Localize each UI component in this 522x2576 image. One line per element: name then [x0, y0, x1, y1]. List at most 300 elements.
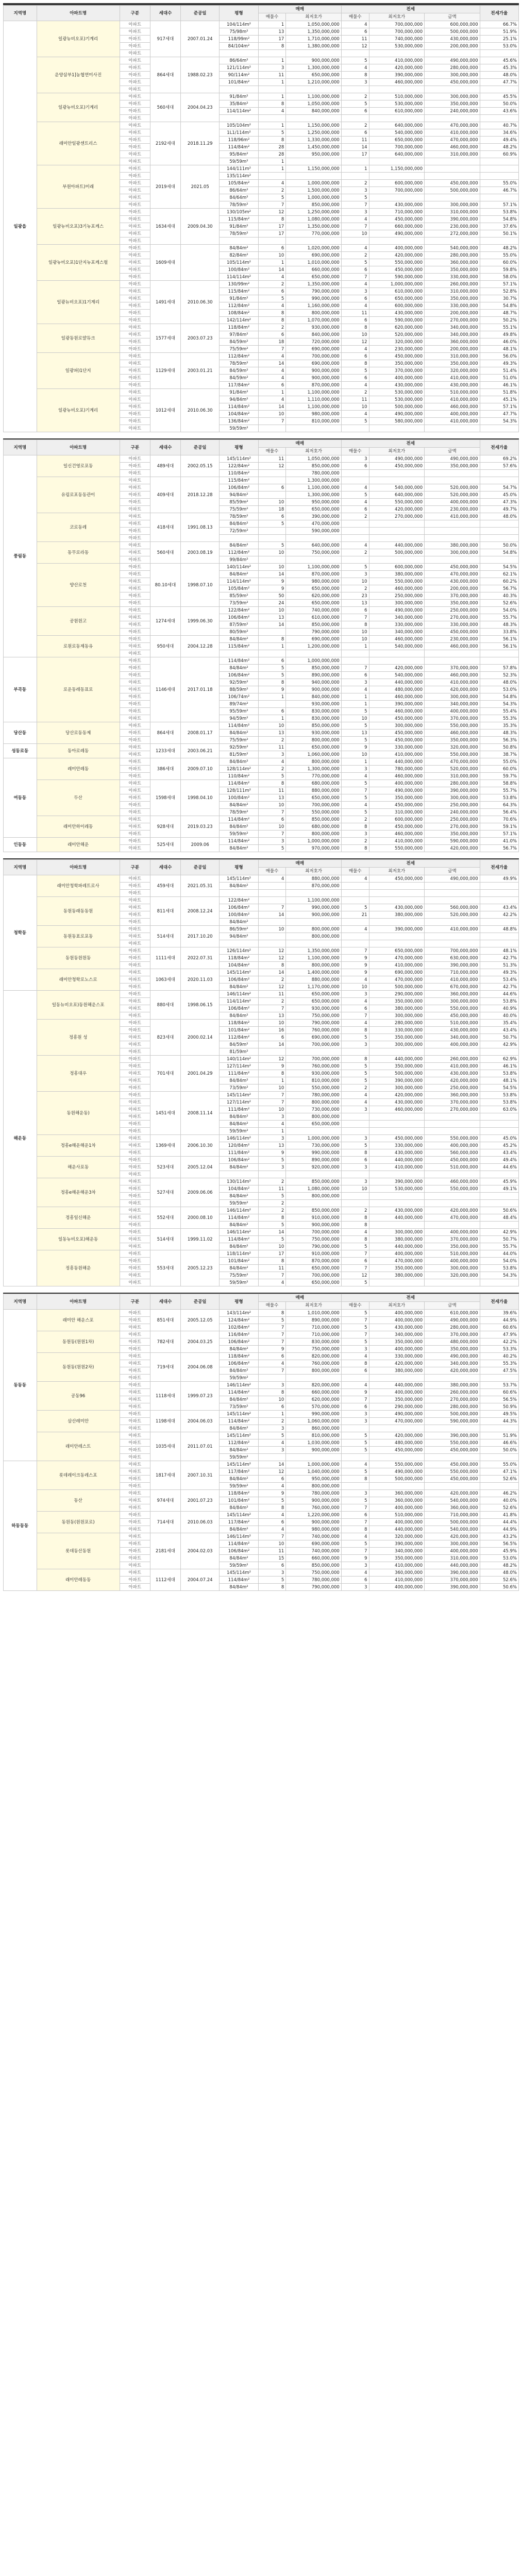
sale-count: 14	[258, 621, 286, 629]
gap-amount	[425, 556, 480, 564]
size: 75/59m²	[220, 506, 258, 513]
jeonse-lowest-price: 330,000,000	[369, 1353, 425, 1360]
completion-date: 2010.06.03	[181, 1512, 220, 1533]
sale-lowest-price: 800,000,000	[286, 831, 342, 838]
jeonse-ratio: 49.9%	[480, 875, 518, 883]
apartment-name: 동무로라동	[37, 542, 120, 564]
sale-lowest-price: 900,000,000	[286, 1447, 342, 1454]
completion-date: 2017.10.20	[181, 926, 220, 947]
jeonse-count: 6	[341, 607, 369, 614]
jeonse-count: 7	[341, 1548, 369, 1555]
sale-lowest-price: 810,000,000	[286, 1077, 342, 1084]
sale-lowest-price: 620,000,000	[286, 592, 342, 600]
sale-count: 17	[258, 223, 286, 230]
jeonse-ratio: 57.8%	[480, 665, 518, 672]
sale-count: 5	[258, 845, 286, 852]
sale-lowest-price: 690,000,000	[286, 636, 342, 643]
jeonse-lowest-price	[369, 425, 425, 432]
jeonse-ratio: 60.0%	[480, 259, 518, 266]
row-type: 아파트	[120, 252, 150, 259]
sale-lowest-price: 660,000,000	[286, 1555, 342, 1562]
unit-count: 1146세대	[150, 657, 180, 722]
jeonse-ratio: 44.9%	[480, 1526, 518, 1533]
header-region: 지역명	[4, 440, 37, 455]
sale-lowest-price: 890,000,000	[286, 1157, 342, 1164]
gap-amount: 490,000,000	[425, 1353, 480, 1360]
jeonse-ratio: 46.7%	[480, 187, 518, 194]
completion-date: 2000.08.10	[181, 1207, 220, 1229]
size: 75/98m²	[220, 28, 258, 36]
table-row	[4, 245, 519, 252]
jeonse-count	[341, 173, 369, 180]
sale-count: 5	[258, 773, 286, 780]
jeonse-count: 5	[341, 259, 369, 266]
sale-count: 8	[258, 310, 286, 317]
sale-lowest-price	[286, 1128, 342, 1135]
jeonse-count: 3	[341, 1584, 369, 1591]
jeonse-lowest-price: 1,150,000,000	[369, 165, 425, 173]
gap-amount: 430,000,000	[425, 578, 480, 585]
size: 84/84m²	[220, 883, 258, 890]
sale-count: 4	[258, 274, 286, 281]
gap-amount	[425, 1171, 480, 1178]
row-type: 아파트	[120, 1222, 150, 1229]
jeonse-ratio	[480, 940, 518, 947]
sale-lowest-price: 810,000,000	[286, 418, 342, 425]
gap-amount: 550,000,000	[425, 722, 480, 730]
row-type: 아파트	[120, 665, 150, 672]
gap-amount	[425, 933, 480, 940]
row-type: 아파트	[120, 845, 150, 852]
sale-count: 4	[258, 1360, 286, 1367]
jeonse-ratio: 52.6%	[480, 1476, 518, 1483]
row-type: 아파트	[120, 1056, 150, 1063]
jeonse-ratio	[480, 1483, 518, 1490]
unit-count: 782세대	[150, 1331, 180, 1353]
jeonse-ratio: 57.6%	[480, 463, 518, 470]
row-type: 아파트	[120, 403, 150, 411]
size: 145/114m²	[220, 1432, 258, 1439]
sale-count: 10	[258, 564, 286, 571]
size: 114/114m²	[220, 108, 258, 115]
apartment-name: 공동96	[37, 1382, 120, 1411]
gap-amount: 260,000,000	[425, 1389, 480, 1396]
unit-count: 80.10세대	[150, 564, 180, 607]
size: 85/59m²	[220, 499, 258, 506]
jeonse-count	[341, 933, 369, 940]
sale-count: 4	[258, 1121, 286, 1128]
row-type: 아파트	[120, 1331, 150, 1338]
jeonse-lowest-price: 390,000,000	[369, 1540, 425, 1548]
region-name: 부곡동	[4, 657, 37, 722]
jeonse-ratio: 53.8%	[480, 998, 518, 1005]
sale-count: 14	[258, 1041, 286, 1048]
jeonse-ratio	[480, 158, 518, 165]
table-row	[4, 947, 519, 955]
jeonse-count: 5	[341, 492, 369, 499]
header-type: 구분	[120, 440, 150, 455]
completion-date: 2001.04.29	[181, 1056, 220, 1092]
gap-amount: 490,000,000	[425, 455, 480, 463]
jeonse-ratio	[480, 919, 518, 926]
gap-amount: 410,000,000	[425, 513, 480, 520]
jeonse-lowest-price: 430,000,000	[369, 1207, 425, 1214]
size: 84/84m²	[220, 984, 258, 991]
gap-amount: 310,000,000	[425, 353, 480, 360]
jeonse-ratio: 41.0%	[480, 838, 518, 845]
sale-count: 9	[258, 1490, 286, 1497]
size: 146/114m²	[220, 1533, 258, 1540]
row-type: 아파트	[120, 1128, 150, 1135]
jeonse-ratio: 53.8%	[480, 1265, 518, 1272]
sale-lowest-price: 820,000,000	[286, 1382, 342, 1389]
jeonse-count: 4	[341, 64, 369, 72]
size: 114/84m²	[220, 403, 258, 411]
gap-amount: 300,000,000	[425, 693, 480, 701]
size: 145/114m²	[220, 1461, 258, 1468]
jeonse-ratio: 54.3%	[480, 1272, 518, 1279]
size: 105/84m²	[220, 180, 258, 187]
sale-count: 8	[258, 679, 286, 686]
gap-amount: 230,000,000	[425, 636, 480, 643]
sale-lowest-price: 900,000,000	[286, 57, 342, 64]
sale-lowest-price: 900,000,000	[286, 1222, 342, 1229]
size: 84/59m²	[220, 1041, 258, 1048]
sale-lowest-price: 1,250,000,000	[286, 209, 342, 216]
gap-amount: 480,000,000	[425, 1338, 480, 1346]
sale-count: 2	[258, 976, 286, 984]
jeonse-count: 5	[341, 1468, 369, 1476]
jeonse-ratio: 62.9%	[480, 1056, 518, 1063]
jeonse-lowest-price: 590,000,000	[369, 274, 425, 281]
sale-lowest-price: 1,010,000,000	[286, 1310, 342, 1317]
sale-lowest-price: 650,000,000	[286, 72, 342, 79]
row-type: 아파트	[120, 969, 150, 976]
completion-date: 1999.06.30	[181, 607, 220, 636]
sale-count: 1	[258, 389, 286, 396]
jeonse-lowest-price: 540,000,000	[369, 672, 425, 679]
row-type: 아파트	[120, 259, 150, 266]
sale-lowest-price: 870,000,000	[286, 571, 342, 578]
sale-count: 4	[258, 1483, 286, 1490]
table-row	[4, 57, 519, 64]
jeonse-ratio: 54.5%	[480, 1084, 518, 1092]
sale-count: 6	[258, 484, 286, 492]
jeonse-ratio: 39.6%	[480, 1310, 518, 1317]
sale-count	[258, 1171, 286, 1178]
jeonse-lowest-price: 250,000,000	[369, 592, 425, 600]
jeonse-lowest-price: 400,000,000	[369, 1250, 425, 1258]
sale-lowest-price: 950,000,000	[286, 499, 342, 506]
sale-lowest-price: 1,050,000,000	[286, 100, 342, 108]
jeonse-ratio: 53.0%	[480, 1555, 518, 1562]
size: 84/84m²	[220, 1121, 258, 1128]
sale-count: 5	[258, 672, 286, 679]
sale-count: 2	[258, 766, 286, 773]
jeonse-ratio: 70.6%	[480, 816, 518, 823]
jeonse-lowest-price: 450,000,000	[369, 715, 425, 722]
jeonse-ratio: 58.0%	[480, 274, 518, 281]
jeonse-lowest-price: 550,000,000	[369, 845, 425, 852]
jeonse-lowest-price	[369, 933, 425, 940]
gap-amount: 350,000,000	[425, 266, 480, 274]
sale-count: 4	[258, 375, 286, 382]
sale-lowest-price: 1,450,000,000	[286, 144, 342, 151]
size: 142/114m²	[220, 317, 258, 324]
row-type: 아파트	[120, 238, 150, 245]
jeonse-ratio: 42.2%	[480, 1338, 518, 1346]
jeonse-count: 7	[341, 1396, 369, 1403]
sale-lowest-price: 800,000,000	[286, 1193, 342, 1200]
sale-count: 17	[258, 230, 286, 238]
sale-count: 6	[258, 1353, 286, 1360]
jeonse-ratio: 54.8%	[480, 216, 518, 223]
row-type: 아파트	[120, 1310, 150, 1317]
row-type: 아파트	[120, 1367, 150, 1375]
row-type: 아파트	[120, 1324, 150, 1331]
sale-count: 2	[258, 187, 286, 194]
row-type: 아파트	[120, 919, 150, 926]
row-type: 아파트	[120, 1229, 150, 1236]
sale-lowest-price	[286, 86, 342, 93]
sale-lowest-price: 950,000,000	[286, 1476, 342, 1483]
jeonse-count: 8	[341, 1526, 369, 1533]
sale-count: 7	[258, 831, 286, 838]
gap-amount: 370,000,000	[425, 1099, 480, 1106]
jeonse-ratio	[480, 1171, 518, 1178]
header-type: 구분	[120, 6, 150, 21]
row-type: 아파트	[120, 492, 150, 499]
jeonse-count: 3	[341, 1106, 369, 1113]
sale-count: 5	[258, 1236, 286, 1243]
sale-count: 5	[258, 1222, 286, 1229]
row-type: 아파트	[120, 794, 150, 802]
jeonse-count: 2	[341, 838, 369, 845]
unit-count: 1063세대	[150, 969, 180, 991]
sale-count: 5	[258, 520, 286, 528]
jeonse-lowest-price: 400,000,000	[369, 780, 425, 787]
sale-count: 17	[258, 1250, 286, 1258]
sale-lowest-price	[286, 1375, 342, 1382]
gap-amount: 310,000,000	[425, 209, 480, 216]
unit-count: 1012세대	[150, 389, 180, 432]
jeonse-ratio: 42.7%	[480, 955, 518, 962]
jeonse-ratio: 64.3%	[480, 802, 518, 809]
jeonse-lowest-price	[369, 1171, 425, 1178]
sale-count: 12	[258, 1468, 286, 1476]
jeonse-lowest-price: 490,000,000	[369, 607, 425, 614]
row-type: 아파트	[120, 338, 150, 346]
sale-lowest-price: 800,000,000	[286, 1483, 342, 1490]
jeonse-count: 8	[341, 1222, 369, 1229]
sale-count: 18	[258, 338, 286, 346]
table-row	[4, 1432, 519, 1439]
jeonse-lowest-price: 420,000,000	[369, 64, 425, 72]
sale-lowest-price: 950,000,000	[286, 151, 342, 158]
sale-lowest-price: 690,000,000	[286, 360, 342, 367]
jeonse-ratio: 45.0%	[480, 1135, 518, 1142]
jeonse-lowest-price: 700,000,000	[369, 21, 425, 28]
jeonse-ratio: 55.3%	[480, 1360, 518, 1367]
sale-lowest-price: 850,000,000	[286, 816, 342, 823]
size: 73/59m²	[220, 1403, 258, 1411]
unit-count: 864세대	[150, 57, 180, 93]
row-type: 아파트	[120, 528, 150, 535]
size: 111/84m²	[220, 1070, 258, 1077]
jeonse-ratio: 30.7%	[480, 295, 518, 302]
jeonse-ratio: 48.7%	[480, 310, 518, 317]
table-row	[4, 564, 519, 571]
size: 118/114m²	[220, 1250, 258, 1258]
jeonse-ratio	[480, 883, 518, 890]
size: 92/59m²	[220, 679, 258, 686]
sale-lowest-price: 1,300,000,000	[286, 477, 342, 484]
jeonse-lowest-price: 390,000,000	[369, 1077, 425, 1084]
size: 84/64m²	[220, 194, 258, 201]
size: 145/114m²	[220, 455, 258, 463]
unit-count: 1451세대	[150, 1092, 180, 1135]
completion-date	[181, 245, 220, 281]
row-type: 아파트	[120, 1569, 150, 1577]
gap-amount	[425, 650, 480, 657]
sale-count	[258, 492, 286, 499]
jeonse-count: 8	[341, 845, 369, 852]
jeonse-count: 7	[341, 787, 369, 794]
sale-lowest-price: 570,000,000	[286, 1403, 342, 1411]
row-type: 아파트	[120, 317, 150, 324]
sale-lowest-price: 1,000,000,000	[286, 838, 342, 845]
jeonse-ratio	[480, 535, 518, 542]
jeonse-lowest-price: 450,000,000	[369, 802, 425, 809]
jeonse-ratio	[480, 425, 518, 432]
size: 115/84m²	[220, 216, 258, 223]
row-type: 아파트	[120, 1193, 150, 1200]
sale-lowest-price: 1,020,000,000	[286, 245, 342, 252]
gap-amount: 490,000,000	[425, 875, 480, 883]
table-row	[4, 1092, 519, 1099]
sale-lowest-price: 1,100,000,000	[286, 955, 342, 962]
jeonse-count: 2	[341, 585, 369, 592]
jeonse-ratio: 45.9%	[480, 1178, 518, 1185]
jeonse-lowest-price	[369, 919, 425, 926]
row-type: 아파트	[120, 43, 150, 50]
jeonse-ratio: 53.8%	[480, 1070, 518, 1077]
sale-lowest-price: 610,000,000	[286, 614, 342, 621]
jeonse-count: 8	[341, 1056, 369, 1063]
sale-count: 2	[258, 324, 286, 331]
sale-count: 3	[258, 838, 286, 845]
unit-count: 1609세대	[150, 245, 180, 281]
row-type: 아파트	[120, 158, 150, 165]
jeonse-lowest-price: 390,000,000	[369, 701, 425, 708]
table-row	[4, 1310, 519, 1317]
sale-lowest-price: 1,350,000,000	[286, 223, 342, 230]
row-type: 아파트	[120, 151, 150, 158]
header-jeonse-lowest: 최저호가	[369, 448, 425, 455]
jeonse-count: 6	[341, 1403, 369, 1411]
jeonse-count: 6	[341, 506, 369, 513]
jeonse-ratio: 25.1%	[480, 36, 518, 43]
jeonse-count: 4	[341, 1461, 369, 1468]
sale-lowest-price	[286, 425, 342, 432]
jeonse-lowest-price: 300,000,000	[369, 1041, 425, 1048]
jeonse-ratio	[480, 1200, 518, 1207]
sale-lowest-price: 850,000,000	[286, 665, 342, 672]
jeonse-lowest-price: 330,000,000	[369, 744, 425, 751]
jeonse-lowest-price: 640,000,000	[369, 151, 425, 158]
size: 145/114m²	[220, 1512, 258, 1519]
sale-count: 6	[258, 288, 286, 295]
sale-count: 14	[258, 403, 286, 411]
jeonse-lowest-price: 350,000,000	[369, 1265, 425, 1272]
sale-lowest-price	[286, 890, 342, 897]
header-jeonse-group: 전세	[341, 860, 480, 868]
gap-amount: 460,000,000	[425, 1178, 480, 1185]
size: 101/84m²	[220, 1497, 258, 1504]
sale-lowest-price: 860,000,000	[286, 1425, 342, 1432]
gap-amount: 550,000,000	[425, 1439, 480, 1447]
jeonse-count: 3	[341, 79, 369, 86]
apartment-name: 삼산레미안	[37, 1411, 120, 1432]
jeonse-ratio: 50.2%	[480, 317, 518, 324]
jeonse-count: 5	[341, 904, 369, 911]
jeonse-count: 10	[341, 230, 369, 238]
apartment-name: 당산로동동제	[37, 722, 120, 744]
completion-date: 2005.12.04	[181, 1157, 220, 1178]
jeonse-count: 4	[341, 998, 369, 1005]
sale-count: 6	[258, 1562, 286, 1569]
sale-count: 10	[258, 1243, 286, 1250]
size: 112/84m²	[220, 302, 258, 310]
jeonse-count	[341, 1454, 369, 1461]
size: 59/59m²	[220, 831, 258, 838]
jeonse-count: 5	[341, 1497, 369, 1504]
table-row	[4, 389, 519, 396]
unit-count: 928세대	[150, 816, 180, 838]
table-row	[4, 657, 519, 665]
jeonse-count	[341, 1200, 369, 1207]
row-type: 아파트	[120, 672, 150, 679]
table-row	[4, 607, 519, 614]
sale-lowest-price: 550,000,000	[286, 1084, 342, 1092]
completion-date: 1998.04.10	[181, 780, 220, 816]
unit-count: 864세대	[150, 722, 180, 744]
size: 59/59m²	[220, 1454, 258, 1461]
sale-count: 8	[258, 137, 286, 144]
unit-count: 1129세대	[150, 353, 180, 389]
jeonse-lowest-price: 290,000,000	[369, 1403, 425, 1411]
apartment-name: 동산	[37, 1490, 120, 1512]
sale-count: 4	[258, 302, 286, 310]
jeonse-count: 7	[341, 665, 369, 672]
sale-count: 5	[258, 1497, 286, 1504]
completion-date: 2009.07.10	[181, 758, 220, 780]
jeonse-ratio	[480, 1222, 518, 1229]
jeonse-count: 10	[341, 403, 369, 411]
jeonse-count: 7	[341, 274, 369, 281]
jeonse-count: 4	[341, 1092, 369, 1099]
jeonse-lowest-price: 440,000,000	[369, 1056, 425, 1063]
size: 75/59m²	[220, 737, 258, 744]
sale-count	[258, 933, 286, 940]
gap-amount: 300,000,000	[425, 72, 480, 79]
sale-count	[258, 115, 286, 122]
jeonse-count: 5	[341, 722, 369, 730]
sale-count: 8	[258, 636, 286, 643]
jeonse-ratio	[480, 165, 518, 173]
apartment-name: 일광동원로얄듀크	[37, 324, 120, 353]
unit-count: 560세대	[150, 93, 180, 122]
